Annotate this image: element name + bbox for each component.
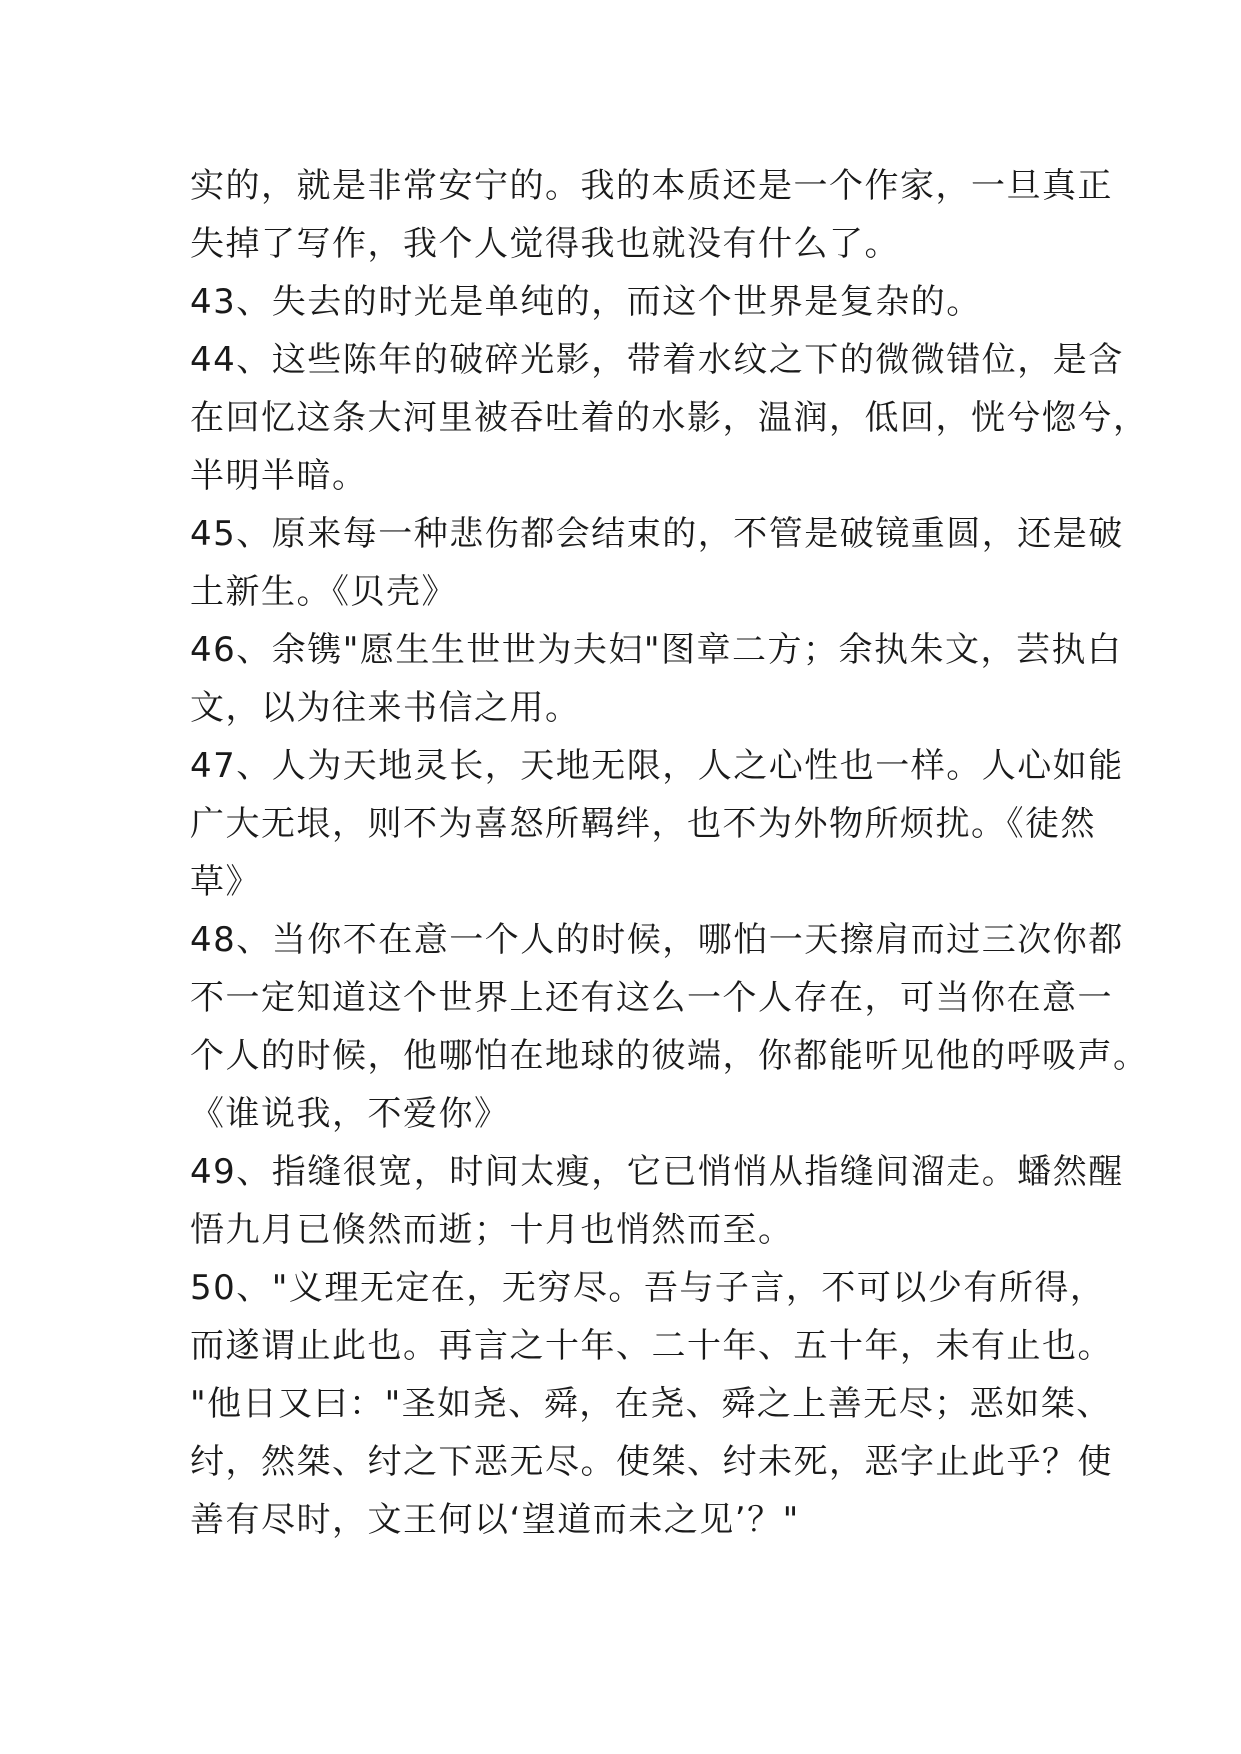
text-line: 47、人为天地灵长，天地无限，人之心性也一样。人心如能 [190,746,1124,786]
text-line: 43、失去的时光是单纯的，而这个世界是复杂的。 [190,282,982,322]
text-line: 纣，然桀、纣之下恶无尽。使桀、纣未死，恶字止此乎？使 [190,1442,1113,1482]
text-line: 48、当你不在意一个人的时候，哪怕一天擦肩而过三次你都 [190,920,1124,960]
text-line: 善有尽时，文王何以‘望道而未之见’？" [190,1500,800,1540]
text-line: 文，以为往来书信之用。 [190,688,581,728]
text-line: 个人的时候，他哪怕在地球的彼端，你都能听见他的呼吸声。 [190,1036,1149,1076]
text-line: 44、这些陈年的破碎光影，带着水纹之下的微微错位，是含 [190,340,1124,380]
text-line: 半明半暗。 [190,456,368,496]
text-line: 而遂谓止此也。再言之十年、二十年、五十年，未有止也。 [190,1326,1113,1366]
text-line: "他日又曰："圣如尧、舜，在尧、舜之上善无尽；恶如桀、 [190,1384,1112,1424]
text-line: 失掉了写作，我个人觉得我也就没有什么了。 [190,224,900,264]
text-line: 45、原来每一种悲伤都会结束的，不管是破镜重圆，还是破 [190,514,1124,554]
text-line: 广大无垠，则不为喜怒所羁绊，也不为外物所烦扰。《徒然 [190,804,1096,844]
text-line: 草》 [190,862,261,902]
text-line: 《谁说我，不爱你》 [190,1094,510,1134]
text-line: 50、"义理无定在，无穷尽。吾与子言，不可以少有所得， [190,1268,1106,1308]
text-line: 在回忆这条大河里被吞吐着的水影，温润，低回，恍兮惚兮， [190,398,1149,438]
text-line: 土新生。《贝壳》 [190,572,457,612]
text-line: 不一定知道这个世界上还有这么一个人存在，可当你在意一 [190,978,1113,1018]
text-line: 49、指缝很宽，时间太瘦，它已悄悄从指缝间溜走。蟠然醒 [190,1152,1124,1192]
text-line: 实的，就是非常安宁的。我的本质还是一个作家，一旦真正 [190,166,1113,206]
text-line: 46、余镌"愿生生世世为夫妇"图章二方；余执朱文，芸执白 [190,630,1123,670]
document-body [190,157,1149,1549]
text-line: 悟九月已倏然而逝；十月也悄然而至。 [190,1210,794,1250]
